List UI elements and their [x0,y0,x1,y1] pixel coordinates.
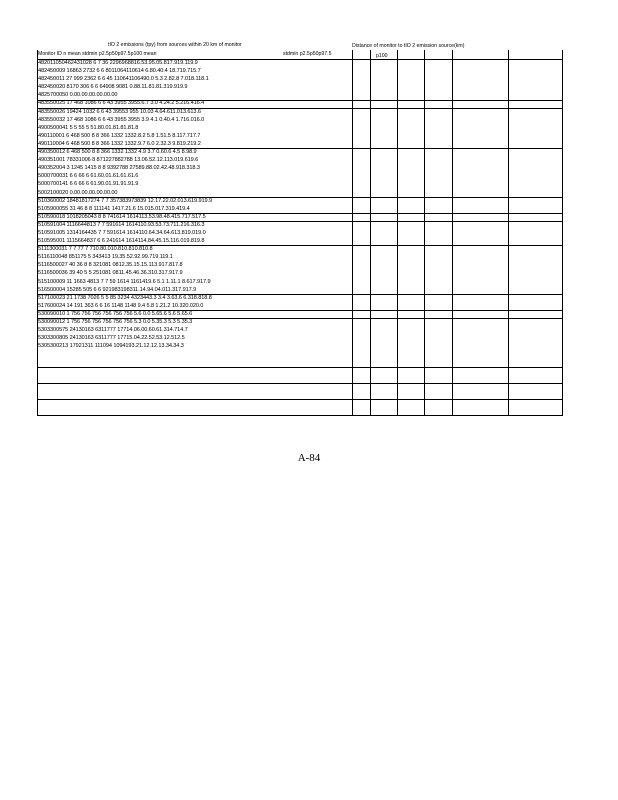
distance-header: Distance of monitor to tIO 2 emission source(km) [352,43,465,49]
column-divider [424,50,425,416]
table-header-columns-right: stdmin p2.5p50p97.5 [283,51,332,57]
page-number: A-84 [297,452,321,464]
table-row: 510591004 1116644813 7 7 591614 1614110.93.53.73.711.216.316.3 [38,221,205,228]
table-row: 530090010 1 756 756 756 756 756 756 5.6 0.0 5.65.6 5.6 5.65.6 [38,310,193,317]
table-header-columns-left: Monitor ID n mean stdmin p2.5p50p97.5p100 mean [38,51,157,57]
column-divider [508,50,509,416]
table-row: 5000700141 6 6 66 6 61.90.01.91.91.91.9 [38,181,139,188]
table-row: 5002100020 0.00.00.00.00.00.00 [38,189,118,196]
table-row: 5116110048 851175 5 343413 19.35.52.92.99.719.119.1 [38,254,173,261]
table-row: 515100009 11 1663 4813 7 7 59 1614 1161419.6 5.1 1.11.1 8.617.917.9 [38,278,211,285]
table-row: 482011050462431028 6 7 36 2296968816.53.95.05.817.919.119.9 [38,60,198,66]
table-row: 510595001 1115664837 6 6 241614 1614114.84.45.15.116.019.819.8 [38,238,205,245]
table-row: 5111300031 7 7 77 7 710.80.010.810.810.810.8 [38,246,153,253]
table-row: 4900500041 5 5 55 5 51.80.01.81.81.81.8 [38,124,139,131]
table-row: 4825700050 0.00.00.00.00.00.00 [38,92,118,99]
table-row: 510360002 18481817274 7 7 357383973839 12.17.22.02.013.619.919.9 [38,197,213,204]
table-body [38,59,350,350]
group-rule [37,367,562,368]
table-row: 5105900055 31 46 8 8 111141 1417.21.6 15.015.017.319.419.4 [38,205,190,212]
table-row: 5116500036 39 40 5 5 251081 0811.45.46.36.310.317.917.9 [38,270,183,277]
table-row: 490351001 78331006 8 871227882788 13.06.52.12.113.019.619.6 [38,157,199,164]
table-row: 5303300805 24130163 6311777 17715.04.22.52.53.12.512.5 [38,335,185,342]
table-row: 5116500027 40 36 8 8 321081 0812.35.15.15.113.917.817.8 [38,262,183,269]
table-row: 517600024 14 191 363 6 6 16 1148 1148 9.4 5.8 1.21.2 10.320.020.0 [38,302,204,309]
column-divider [370,50,371,416]
table-row: 490352004 3 1245 1415 8 8 9392788 27589.88.02.42.48.918.318.3 [38,165,200,172]
table-row: 517100023 21 1738 7026 5 5 85 3234 4323443.3 3.4 3.63.6 6.318.818.8 [38,294,212,301]
column-divider [397,50,398,416]
table-row: 483550025 17 468 1086 6 6 43 3955 3955.6.7 3.0 4.24.2 5.216.416.4 [38,100,205,107]
table-row: 482450009 16863 2732 6 6 8011064110614 6.80.40.4 18.719.715.7 [38,68,201,75]
column-divider [452,50,453,416]
group-rule [37,383,562,384]
distance-p100-header: p100 [376,53,388,59]
table-row: 510590018 1018205043 8 8 741614 1614113.53.98.48.415.717.517.5 [38,213,206,220]
column-divider [352,50,353,416]
table-row: 510591005 1314164435 7 7 591614 1614110.64.34.64.613.819.019.0 [38,229,206,236]
table-row: 5305300213 17921311 111094 1094193.21.12.12.13.34.34.3 [38,343,184,350]
table-row: 530090012 1 756 756 756 756 756 756 5.3 0.0 5.35.3 5.3 5.35.3 [38,319,193,325]
table-header-line1: tIO 2 emissions (tpy) from sources within 20 km of monitor [108,42,242,48]
table-row: 5000700031 6 6 66 6 61.60.01.61.61.61.6 [38,173,139,180]
table-row: 490350012 6 468 500 8 8 366 1332 1332 4.9 3.7 0.60.6 4.5 8.98.9 [38,149,197,156]
table-row: 516500004 15285 505 6 6 921983198311.14.94.04.011.317.917.9 [38,286,197,293]
table-row: 483550032 17 468 1086 6 6 43 3955 3955 3.9 4.1 0.40.4 1.716.016.0 [38,116,205,123]
table-row: 490110004 6 468 500 8 8 366 1332 1332.9.7 6.0 2.32.3 9.819.219.2 [38,140,201,147]
table-row: 490110001 6 468 500 8 8 366 1332 1332.8.2 5.8 1.51.5 8.117.717.7 [38,132,201,139]
table-row: 482450011 27 999 2362 6 6 45 110641106490.0 5.3 2.82.8 7.018.118.1 [38,76,209,83]
table-row: 482450020 8170 306 6 6 64908 9081 0.88.11.81.81.319.919.9 [38,84,188,91]
table-row: 5303300575 24130163 6311777 17714.06.00.60.61.314.714.7 [38,327,188,334]
group-rule [37,399,562,400]
table-row: 483550026 19424 1032 6 6 43 39553 955 10.03 4.64.611.013.613.6 [38,108,201,115]
